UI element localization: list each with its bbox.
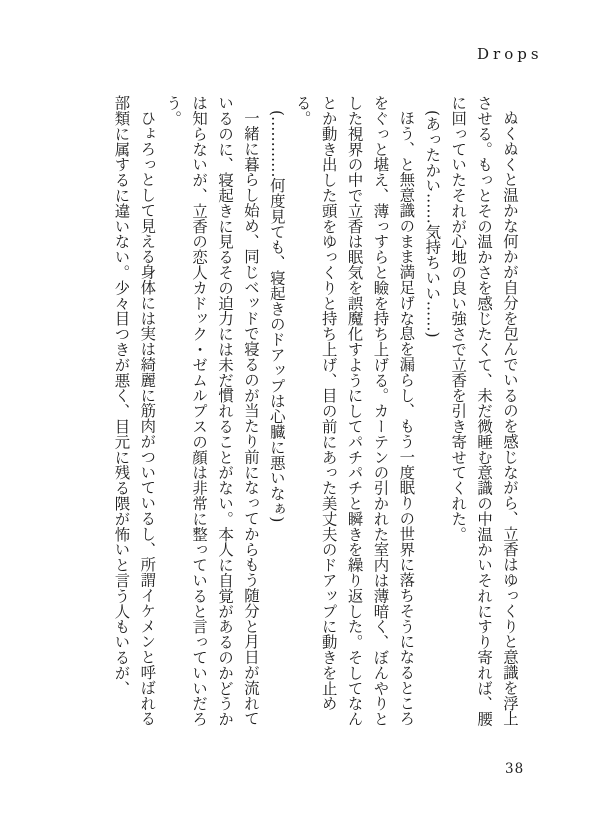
paragraph-3: ほう、と無意識のまま満足げな息を漏らし、もう一度眠りの世界に落ちそうになるところをぐっと堪え、薄っすらと瞼を持ち上げる。カーテンの引かれた室内は薄暗く、ぼんやりとした視界の中で立香は眠気を誤魔化すようにしてパチパチと瞬きを繰り返した。そしてなんとか動き出した頭をゆっくりと持ち上げ、目の前にあった美丈夫のドアップに動きを止める。 — [293, 95, 416, 727]
running-title: Drops — [477, 45, 543, 63]
paragraph-6: ひょろっとして見える身体には実は綺麗に筋肉がついているし、所謂イケメンと呼ばれる部類に属するに違いない。少々目つきが悪く、目元に残る隈が怖いと言う人もいるが、 — [112, 95, 157, 727]
paragraph-2-thought: (あったかい……気持ちいい……) — [423, 110, 442, 338]
paragraph-1: ぬくぬくと温かな何かが自分を包んでいるのを感じながら、立香はゆっくりと意識を浮上させる。もっとその温かさを感じたくて、未だ微睡む意識の中温かいそれにすり寄れば、腰に回っていたそれが心地の良い強さで立香を引き寄せてくれた。 — [449, 95, 519, 727]
paragraph-4-thought: (…………何度見ても、寝起きのドアップは心臓に悪いなぁ) — [267, 110, 286, 523]
page-number: 38 — [505, 761, 525, 777]
paragraph-5: 一緒に暮らし始め、同じベッドで寝るのが当たり前になってからもう随分と月日が流れているのに、寝起きに見るその迫力には未だ慣れることがない。本人に自覚があるのかどうかは知らないが、立香の恋人カドック・ゼムルプスの顔は非常に整っていると言っていいだろう。 — [164, 95, 260, 727]
body-text — [108, 95, 523, 731]
